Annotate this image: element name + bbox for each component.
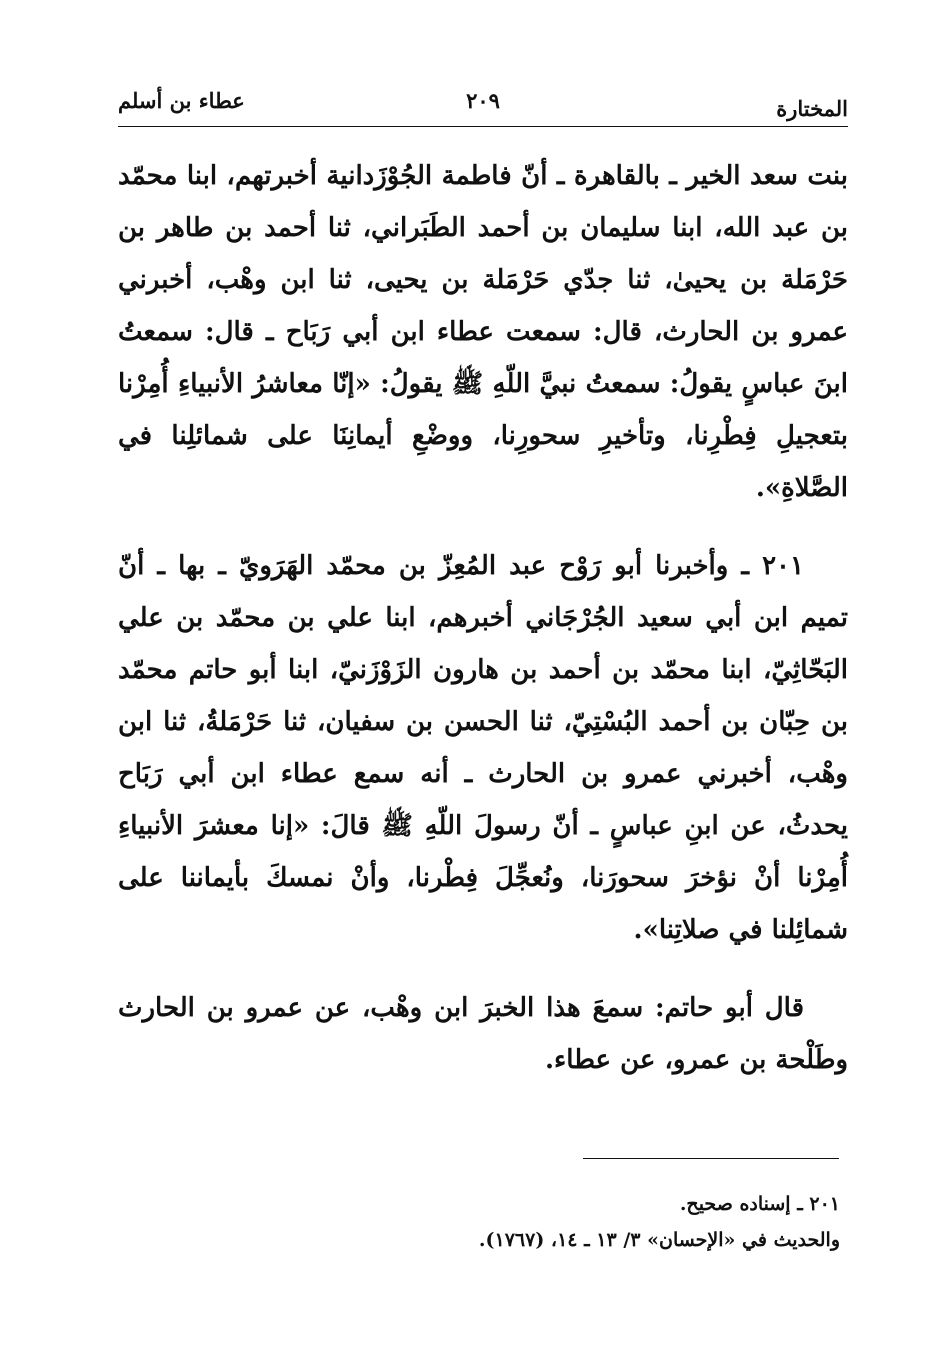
footnote-divider bbox=[583, 1158, 839, 1159]
footnote-line: والحديث في «الإحسان» ٣/ ١٣ ـ ١٤، (١٧٦٧). bbox=[478, 1229, 840, 1251]
footnotes bbox=[300, 1186, 840, 1258]
book-title: المختارة bbox=[776, 96, 848, 121]
paragraph-continued: بنت سعد الخير ـ بالقاهرة ـ أنّ فاطمة الجُوْزَدانية أخبرتهم، ابنا محمّد بن عبد الله، ابنا سليمان بن أحمد الطَبَراني، ثنا أحمد بن طاهر بن حَرْمَلة بن يحيىٰ، ثنا جدّي حَرْمَلة بن يحيى، ثنا ابن وهْب، أخبرني عمرو بن الحارث، قال: سمعت عطاء ابن أبي رَبَاح ـ قال: سمعتُ ابنَ عباسٍ يقولُ: سمعتُ نبيَّ اللّهِ ﷺ يقولُ: «إنّا معاشرُ الأنبياءِ أُمِرْنا بتعجيلِ فِطْرِنا، وتأخيرِ سحورِنا، ووضْعِ أيمانِنَا على شمائلِنا في الصَّلاةِ». bbox=[118, 161, 848, 503]
page-header bbox=[118, 86, 848, 126]
chapter-title: عطاء بن أسلم bbox=[118, 88, 245, 113]
hadith-201: ٢٠١ ـ وأخبرنا أبو رَوْح عبد المُعِزّ بن محمّد الهَرَويّ ـ بها ـ أنّ تميم ابن أبي سعيد الجُرْجَاني أخبرهم، ابنا علي بن محمّد بن علي البَحّاثِيّ، ابنا محمّد بن أحمد بن هارون الزَوْزَنيّ، ابنا أبو حاتم محمّد بن حِبّان بن أحمد البُسْتِيّ، ثنا الحسن بن سفيان، ثنا حَرْمَلةُ، ثنا ابن وهْب، أخبرني عمرو بن الحارث ـ أنه سمع عطاء ابن أبي رَبَاح يحدثُ، عن ابنِ عباسٍ ـ أنّ رسولَ اللّهِ ﷺ قالَ: «إنا معشرَ الأنبياءِ أُمِرْنا أنْ نؤخرَ سحورَنا، ونُعجِّلَ فِطْرنا، وأنْ نمسكَ بأيماننا على شمائِلنا في صلاتِنا». bbox=[118, 551, 848, 945]
main-text bbox=[118, 150, 848, 1086]
footnote-line: ٢٠١ ـ إسناده صحيح. bbox=[679, 1193, 840, 1215]
paragraph-commentary: قال أبو حاتم: سمعَ هذا الخبرَ ابن وهْب، عن عمرو بن الحارث وطَلْحة بن عمرو، عن عطاء. bbox=[118, 993, 848, 1075]
page-number: ٢٠٩ bbox=[466, 88, 500, 113]
header-divider bbox=[118, 126, 848, 127]
